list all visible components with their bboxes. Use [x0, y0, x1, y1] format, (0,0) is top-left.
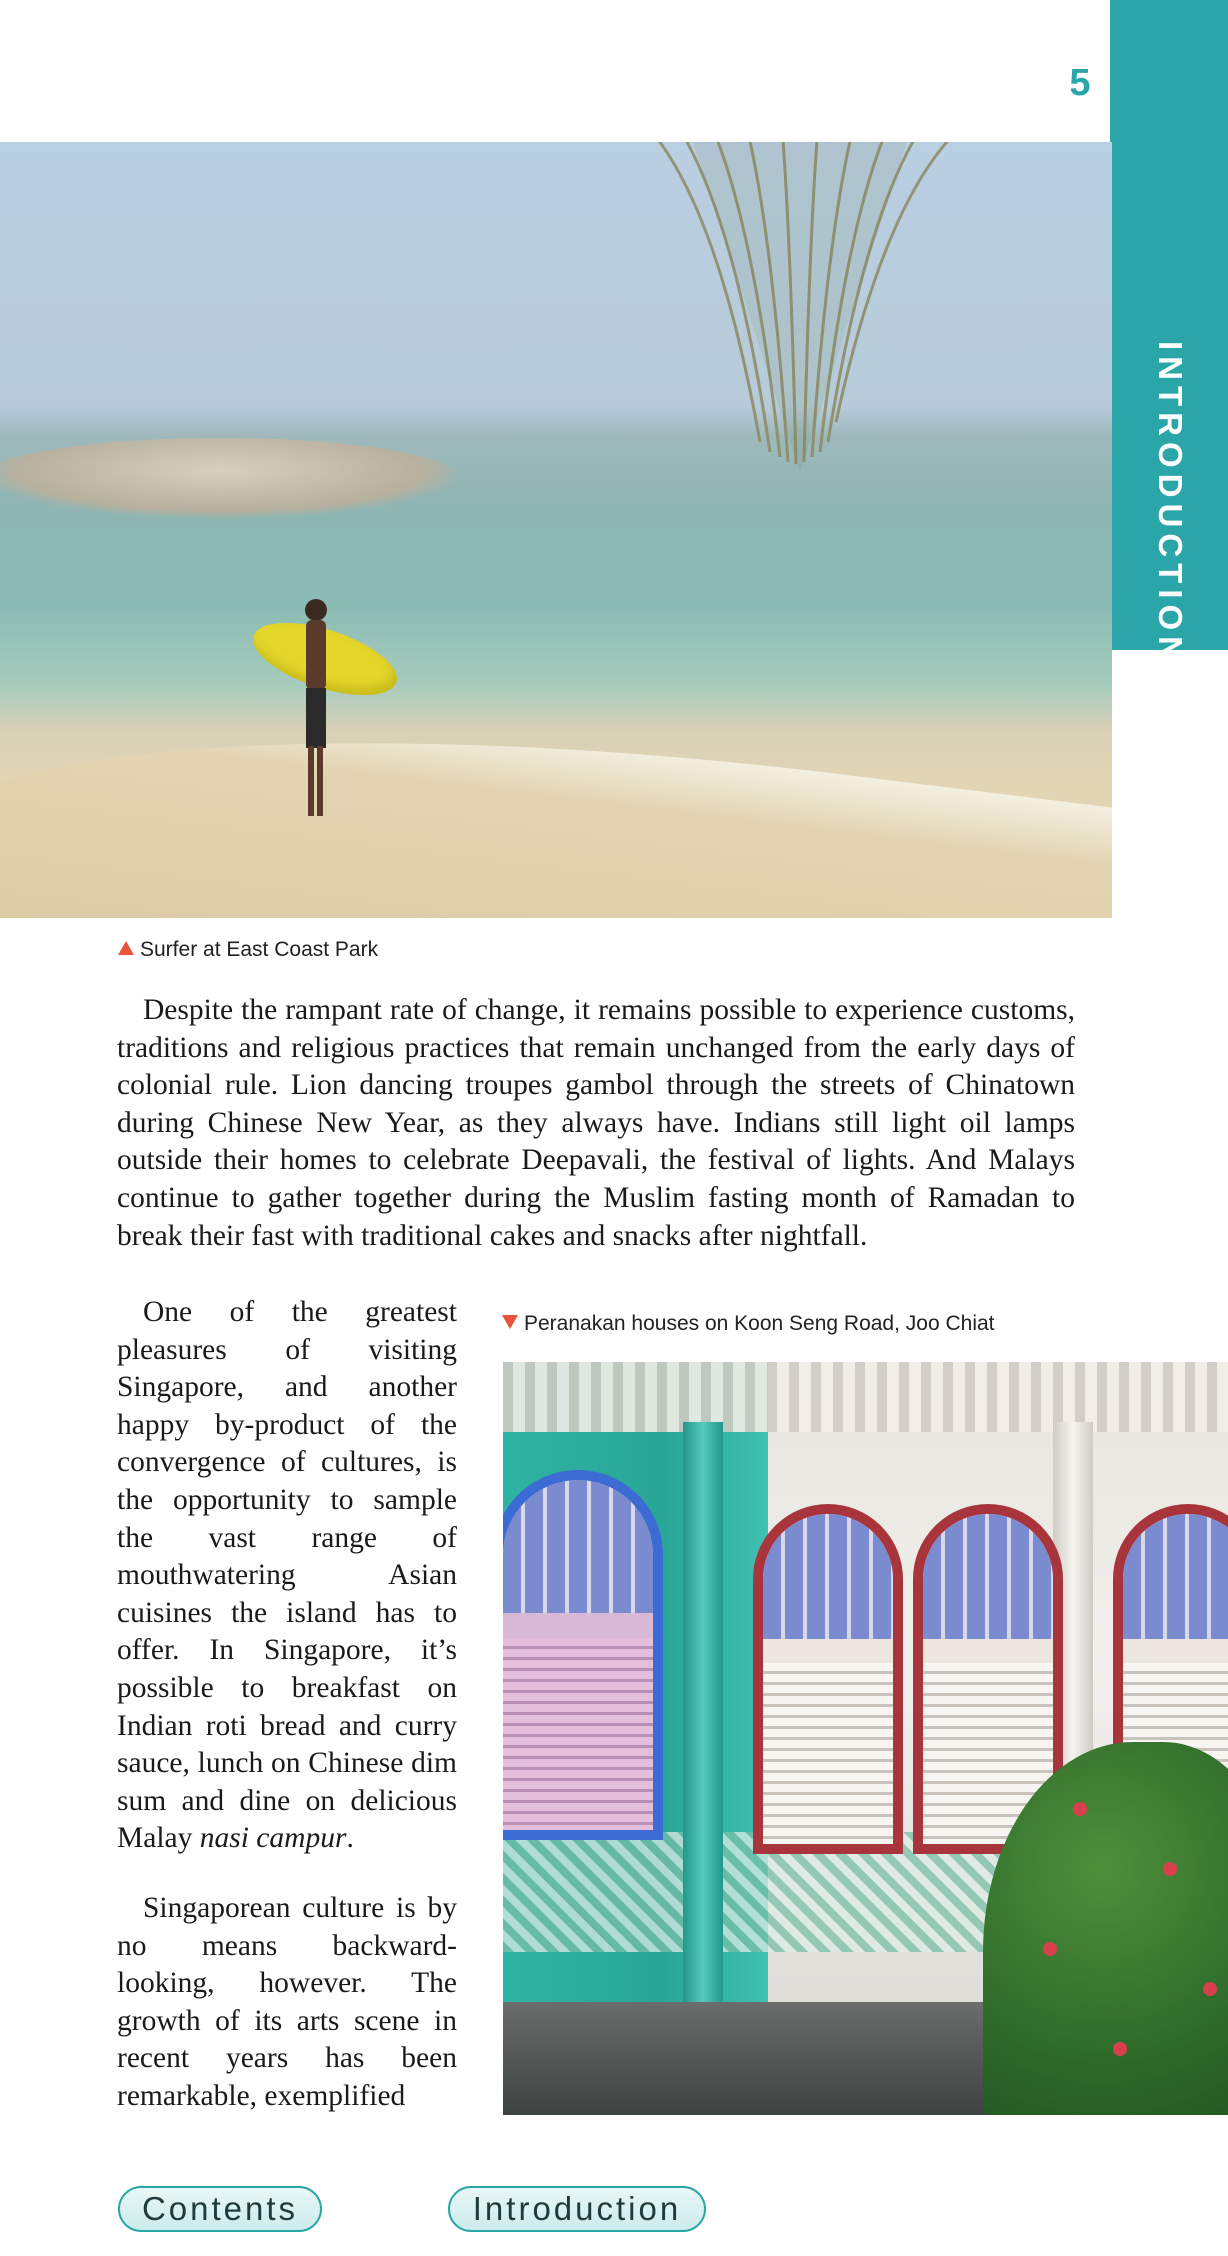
- italic-dish-name: nasi campur: [199, 1822, 347, 1855]
- peranakan-houses-photo: [503, 1362, 1228, 2115]
- ornate-cornice: [503, 1362, 1228, 1432]
- caption-down-arrow-icon: [502, 1315, 518, 1329]
- beach-caption-text: Surfer at East Coast Park: [140, 938, 379, 961]
- section-tab-label: INTRODUCTION: [1152, 340, 1189, 666]
- window-glass: [503, 1480, 653, 1613]
- blue-window: [503, 1470, 663, 1840]
- window-glass: [1123, 1514, 1228, 1639]
- sandy-shore: [0, 664, 1112, 918]
- houses-caption-text: Peranakan houses on Koon Seng Road, Joo Chiat: [524, 1312, 995, 1335]
- red-window: [753, 1504, 903, 1854]
- breakwater-rocks: [0, 438, 460, 518]
- paragraph-arts: Singaporean culture is by no means backward-looking, however. The growth of its arts scene in recent years has been remarkable, exemplified: [117, 1892, 457, 2112]
- flower: [1203, 1982, 1217, 1996]
- beach-photo: [0, 142, 1112, 918]
- page-number: 5: [1069, 62, 1091, 104]
- flower: [1073, 1802, 1087, 1816]
- flower: [1113, 2042, 1127, 2056]
- beach-photo-caption: [118, 938, 378, 962]
- houses-photo-caption: [502, 1312, 995, 1336]
- contents-button[interactable]: Contents: [118, 2186, 322, 2232]
- paragraph-cuisine: [117, 1294, 457, 1858]
- window-glass: [923, 1514, 1053, 1639]
- window-shutters: [503, 1638, 653, 1831]
- introduction-button[interactable]: Introduction: [448, 2186, 706, 2232]
- paragraph-cuisine-text: One of the greatest pleasures of visiting Singapore, and another happy by-product of the convergence of cultures, is the opportunity to sample the vast range of mouthwatering Asian cuisines the island has to offer. In Singapore, it’s possible to breakfast on Indian roti bread and curry sauce, lunch on Chinese dim sum and dine on delicious Malay: [117, 1296, 457, 1855]
- paragraph-cuisine-end: .: [346, 1822, 354, 1855]
- flower: [1163, 1862, 1177, 1876]
- window-glass: [763, 1514, 893, 1639]
- paragraph-customs: Despite the rampant rate of change, it remains possible to experience customs, traditions and religious practices that remain unchanged from the early days of colonial rule. Lion dancing troupes gambol through the streets of Chinatown during Chinese New Year, as they always have. Indians still light oil lamps outside their homes to celebrate Deepavali, the festival of lights. And Malays continue to gather together during the Muslim fasting month of Ramadan to break their fast with traditional cakes and snacks after nightfall.: [117, 994, 1075, 1252]
- window-shutters: [763, 1663, 893, 1845]
- flower: [1043, 1942, 1057, 1956]
- surfer-figure: [300, 598, 330, 818]
- caption-up-arrow-icon: [118, 941, 134, 955]
- palm-frond-graphic: [560, 142, 1000, 482]
